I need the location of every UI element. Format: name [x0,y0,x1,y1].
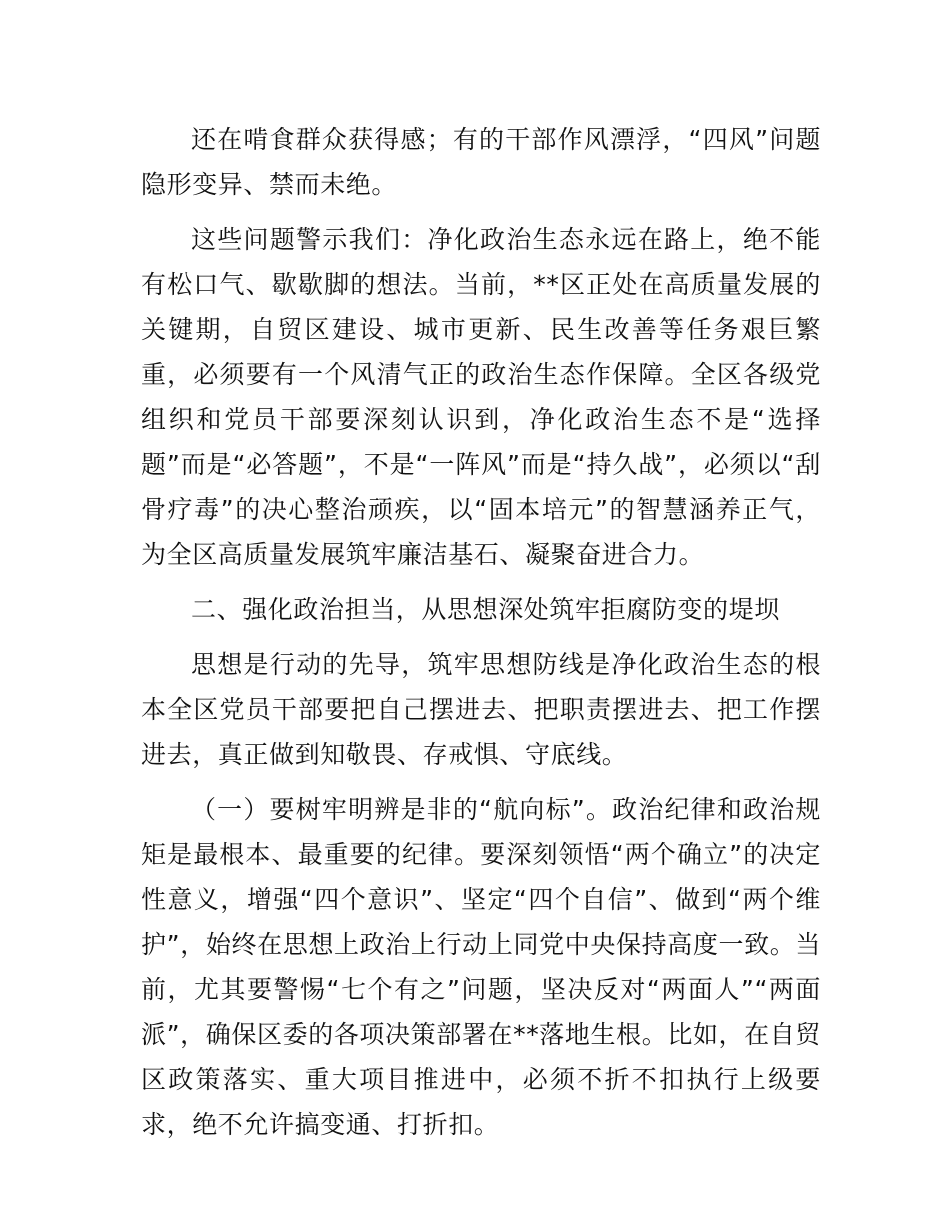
paragraph-warning: 这些问题警示我们：净化政治生态永远在路上，绝不能有松口气、歇歇脚的想法。当前，**区正处在高质量发展的关键期，自贸区建设、城市更新、民生改善等任务艰巨繁重，必须要有一个风清气正的政治生态作保障。全区各级党组织和党员干部要深刻认识到，净化政治生态不是“选择题”而是“必答题”，不是“一阵风”而是“持久战”，必须以“刮骨疗毒”的决心整治顽疾，以“固本培元”的智慧涵养正气，为全区高质量发展筑牢廉洁基石、凝聚奋进合力。 [141,225,821,569]
document-body [141,117,821,1157]
section-heading: 二、强化政治担当，从思想深处筑牢拒腐防变的堤坝 [191,595,780,624]
paragraph-subsection-one: （一）要树牢明辨是非的“航向标”。政治纪律和政治规矩是最根本、最重要的纪律。要深刻领悟“两个确立”的决定性意义，增强“四个意识”、坚定“四个自信”、做到“两个维护”，始终在思想上政治上行动上同党中央保持高度一致。当前，尤其要警惕“七个有之”问题，坚决反对“两面人”“两面派”，确保区委的各项决策部署在**落地生根。比如，在自贸区政策落实、重大项目推进中，必须不折不扣执行上级要求，绝不允许搞变通、打折扣。 [141,795,821,1139]
paragraph-continuation: 还在啃食群众获得感；有的干部作风漂浮，“四风”问题隐形变异、禁而未绝。 [141,125,821,199]
paragraph-thought-guide: 思想是行动的先导，筑牢思想防线是净化政治生态的根本全区党员干部要把自己摆进去、把职责摆进去、把工作摆进去，真正做到知敬畏、存戒惧、守底线。 [141,650,821,769]
